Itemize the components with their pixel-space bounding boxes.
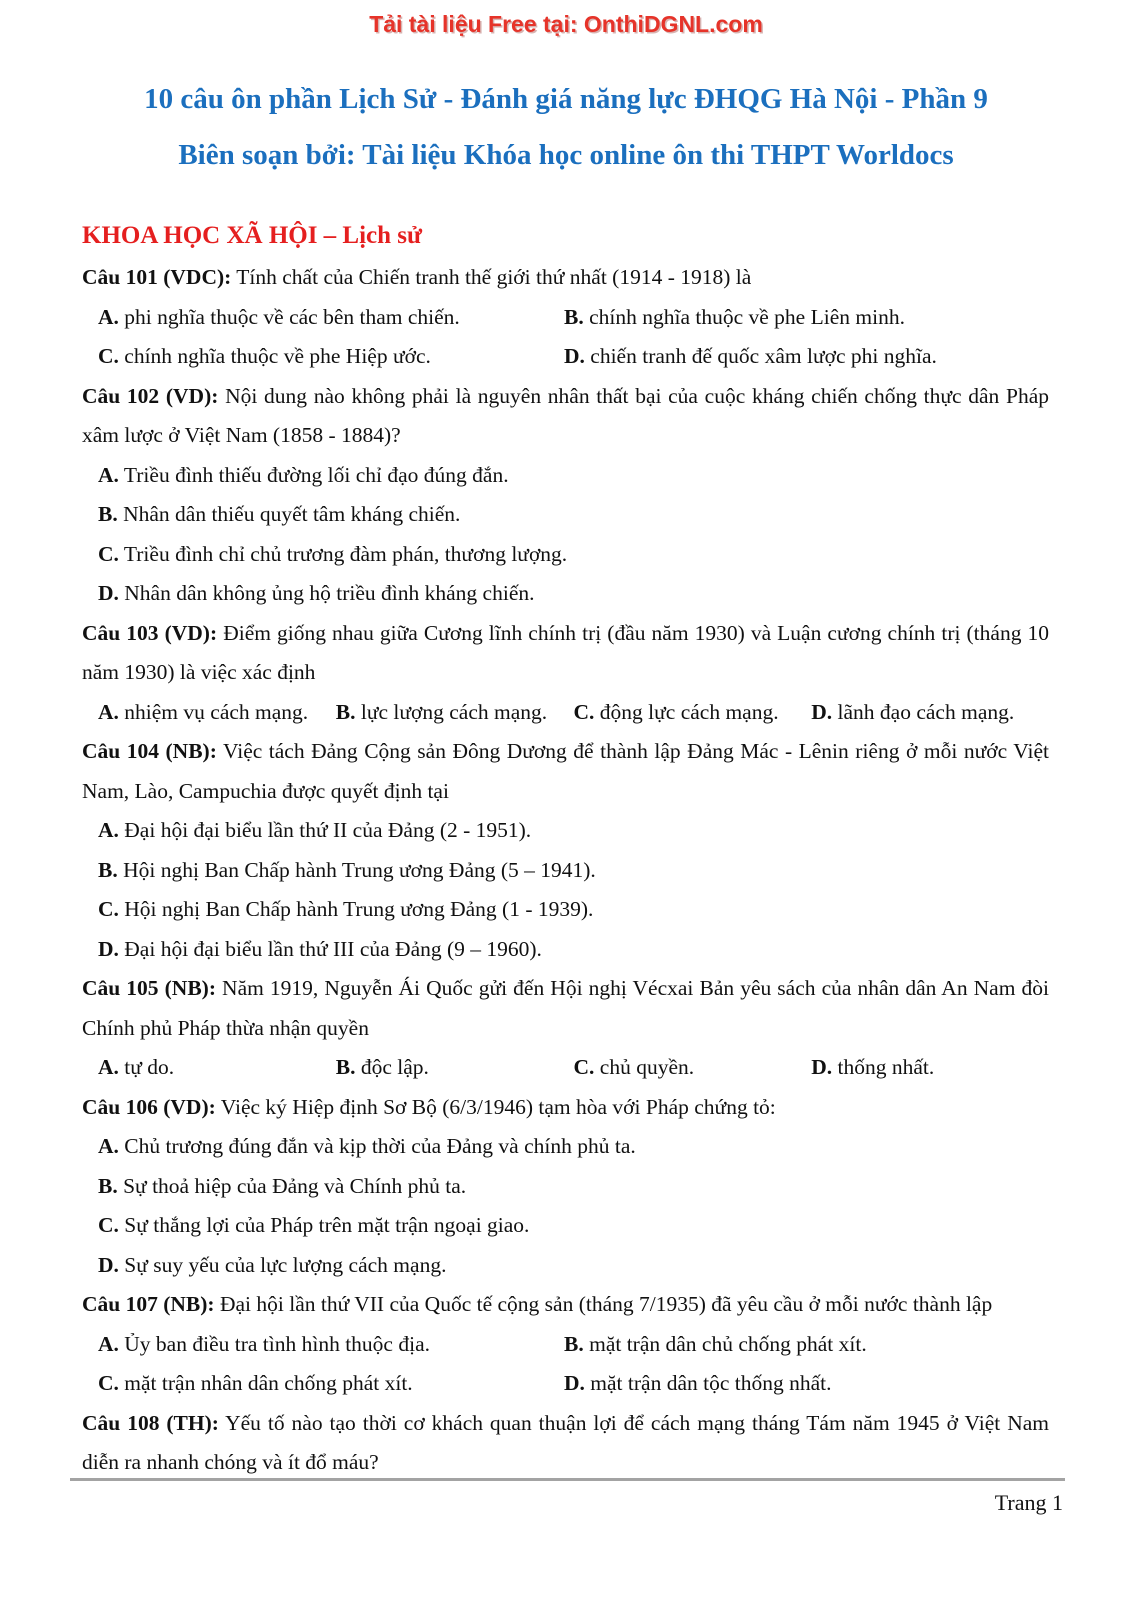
- option-letter: C.: [98, 541, 119, 566]
- question-stem: Câu 102 (VD): Nội dung nào không phải là nguyên nhân thất bại của cuộc kháng chiến chống thực dân Pháp xâm lược ở Việt Nam (1858 - 1884)?: [82, 383, 1049, 447]
- answer-option: A. Chủ trương đúng đắn và kịp thời của Đảng và chính phủ ta.: [98, 1134, 636, 1158]
- options-group: [82, 298, 1049, 377]
- options-group: [82, 1127, 1049, 1285]
- question-label: Câu 106 (VD):: [82, 1094, 216, 1119]
- question-block-101: [82, 258, 1049, 377]
- question-block-107: [82, 1285, 1049, 1404]
- promo-banner-text: Tải tài liệu Free tại: OnthiDGNL.com: [369, 11, 763, 37]
- option-letter: A.: [98, 818, 119, 842]
- answer-option: B. lực lượng cách mạng.: [335, 699, 548, 724]
- options-group: [82, 1048, 1049, 1088]
- question-block-104: [82, 732, 1049, 969]
- answer-option: D. chiến tranh đế quốc xâm lược phi nghĩa.: [564, 344, 937, 368]
- option-letter: D.: [811, 699, 833, 724]
- option-letter: B.: [335, 699, 356, 724]
- answer-option: B. Nhân dân thiếu quyết tâm kháng chiến.: [98, 502, 461, 526]
- question-label: Câu 105 (NB):: [82, 976, 216, 1000]
- option-letter: A.: [98, 304, 119, 329]
- options-group: [82, 693, 1049, 733]
- answer-option: A. Đại hội đại biểu lần thứ II của Đảng (2 - 1951).: [98, 818, 532, 842]
- option-letter: B.: [98, 1173, 118, 1198]
- question-label: Câu 104 (NB):: [82, 739, 217, 763]
- footer-divider: [70, 1478, 1065, 1481]
- answer-option: B. Hội nghị Ban Chấp hành Trung ương Đảng (5 – 1941).: [98, 857, 596, 882]
- answer-option: C. Sự thắng lợi của Pháp trên mặt trận ngoại giao.: [98, 1213, 530, 1237]
- option-letter: C.: [98, 897, 119, 921]
- option-letter: A.: [98, 1134, 119, 1158]
- question-block-103: [82, 614, 1049, 733]
- question-label: Câu 102 (VD):: [82, 383, 219, 408]
- option-letter: D.: [564, 1371, 585, 1395]
- option-letter: B.: [335, 1055, 356, 1079]
- question-stem: Câu 108 (TH): Yếu tố nào tạo thời cơ khách quan thuận lợi để cách mạng tháng Tám năm 1945 ở Việt Nam diễn ra nhanh chóng và ít đổ máu?: [82, 1410, 1049, 1474]
- answer-option: A. tự do.: [98, 1055, 175, 1079]
- answer-option: D. Đại hội đại biểu lần thứ III của Đảng (9 – 1960).: [98, 936, 542, 961]
- option-letter: B.: [98, 857, 118, 882]
- option-letter: D.: [98, 581, 119, 605]
- option-letter: D.: [811, 1055, 833, 1079]
- answer-option: C. động lực cách mạng.: [573, 699, 779, 724]
- answer-option: C. chính nghĩa thuộc về phe Hiệp ước.: [98, 344, 431, 368]
- answer-option: D. Nhân dân không ủng hộ triều đình kháng chiến.: [98, 581, 535, 605]
- answer-option: D. mặt trận dân tộc thống nhất.: [564, 1371, 832, 1395]
- answer-option: B. chính nghĩa thuộc về phe Liên minh.: [564, 304, 905, 329]
- option-letter: C.: [98, 344, 119, 368]
- answer-option: D. lãnh đạo cách mạng.: [811, 699, 1015, 724]
- promo-banner: [0, 0, 1132, 39]
- question-block-108: [82, 1404, 1049, 1483]
- question-label: Câu 101 (VDC):: [82, 265, 232, 289]
- question-block-102: [82, 377, 1049, 614]
- answer-option: A. Triều đình thiếu đường lối chỉ đạo đúng đắn.: [98, 462, 509, 487]
- option-letter: A.: [98, 462, 119, 487]
- section-heading: KHOA HỌC XÃ HỘI – Lịch sử: [82, 222, 423, 249]
- question-label: Câu 108 (TH):: [82, 1410, 219, 1435]
- question-stem: Câu 107 (NB): Đại hội lần thứ VII của Quốc tế cộng sản (tháng 7/1935) đã yêu cầu ở mỗi nước thành lập: [82, 1292, 993, 1316]
- answer-option: A. Ủy ban điều tra tình hình thuộc địa.: [98, 1331, 430, 1356]
- option-letter: A.: [98, 1055, 119, 1079]
- option-letter: D.: [564, 344, 585, 368]
- question-stem: Câu 103 (VD): Điểm giống nhau giữa Cương lĩnh chính trị (đầu năm 1930) và Luận cương chính trị (tháng 10 năm 1930) là việc xác định: [82, 620, 1049, 684]
- question-block-105: [82, 969, 1049, 1088]
- option-letter: A.: [98, 699, 119, 724]
- answer-option: C. Triều đình chỉ chủ trương đàm phán, thương lượng.: [98, 541, 568, 566]
- page-number: Trang 1: [994, 1490, 1063, 1515]
- question-block-106: [82, 1088, 1049, 1286]
- document-body: [0, 222, 1132, 1483]
- option-letter: B.: [564, 304, 584, 329]
- document-title: 10 câu ôn phần Lịch Sử - Đánh giá năng lực ĐHQG Hà Nội - Phần 9: [144, 83, 988, 115]
- answer-option: B. mặt trận dân chủ chống phát xít.: [564, 1331, 867, 1356]
- option-letter: D.: [98, 936, 119, 961]
- answer-option: D. thống nhất.: [811, 1055, 935, 1079]
- answer-option: C. Hội nghị Ban Chấp hành Trung ương Đảng (1 - 1939).: [98, 897, 594, 921]
- answer-option: D. Sự suy yếu của lực lượng cách mạng.: [98, 1252, 447, 1277]
- question-list: [82, 258, 1049, 1483]
- answer-option: A. phi nghĩa thuộc về các bên tham chiến.: [98, 304, 460, 329]
- question-label: Câu 103 (VD):: [82, 620, 218, 645]
- options-group: [82, 811, 1049, 969]
- answer-option: A. nhiệm vụ cách mạng.: [98, 699, 309, 724]
- option-letter: A.: [98, 1331, 119, 1356]
- options-group: [82, 1325, 1049, 1404]
- answer-option: B. Sự thoả hiệp của Đảng và Chính phủ ta.: [98, 1173, 467, 1198]
- option-letter: C.: [573, 1055, 595, 1079]
- option-letter: D.: [98, 1252, 119, 1277]
- options-group: [82, 456, 1049, 614]
- option-letter: C.: [573, 699, 595, 724]
- option-letter: B.: [564, 1331, 584, 1356]
- question-stem: Câu 106 (VD): Việc ký Hiệp định Sơ Bộ (6/3/1946) tạm hòa với Pháp chứng tỏ:: [82, 1094, 776, 1119]
- question-stem: Câu 101 (VDC): Tính chất của Chiến tranh thế giới thứ nhất (1914 - 1918) là: [82, 265, 752, 289]
- option-letter: C.: [98, 1371, 119, 1395]
- answer-option: B. độc lập.: [335, 1055, 429, 1079]
- question-label: Câu 107 (NB):: [82, 1292, 215, 1316]
- option-letter: B.: [98, 502, 118, 526]
- document-subtitle: Biên soạn bởi: Tài liệu Khóa học online ôn thi THPT Worldocs: [178, 139, 954, 171]
- question-stem: Câu 105 (NB): Năm 1919, Nguyễn Ái Quốc gửi đến Hội nghị Vécxai Bản yêu sách của nhân dân An Nam đòi Chính phủ Pháp thừa nhận quyền: [82, 976, 1049, 1040]
- answer-option: C. chủ quyền.: [573, 1055, 695, 1079]
- option-letter: C.: [98, 1213, 119, 1237]
- question-stem: Câu 104 (NB): Việc tách Đảng Cộng sản Đông Dương để thành lập Đảng Mác - Lênin riêng ở mỗi nước Việt Nam, Lào, Campuchia được quyết định tại: [82, 739, 1049, 803]
- answer-option: C. mặt trận nhân dân chống phát xít.: [98, 1371, 413, 1395]
